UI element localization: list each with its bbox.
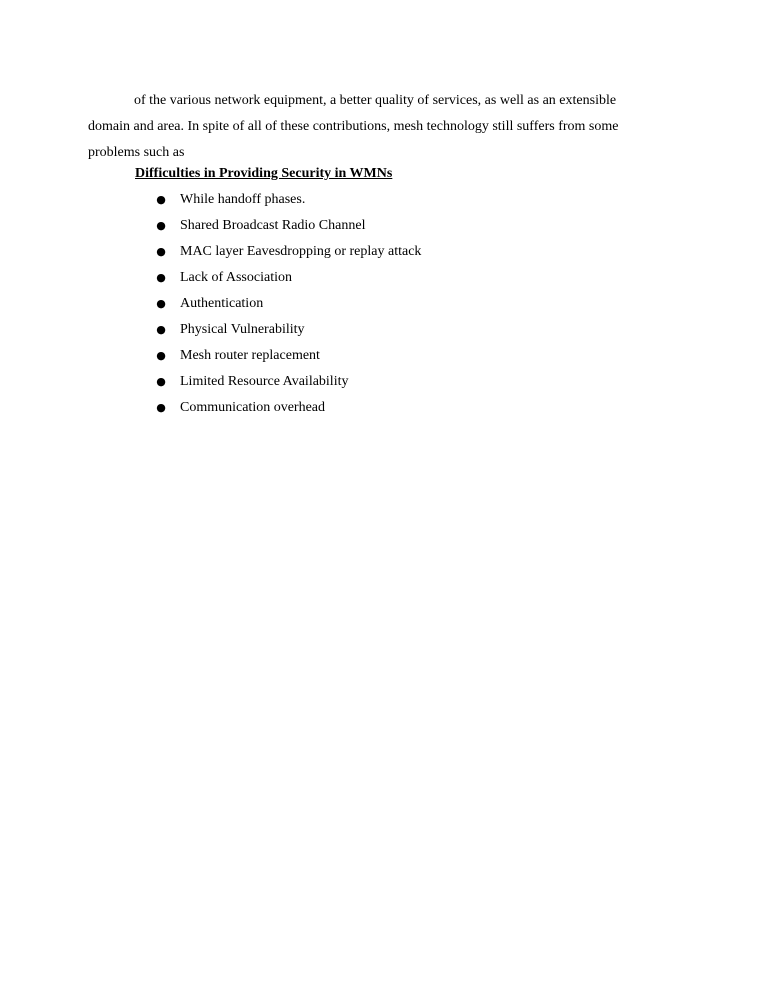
bullet-list [0, 187, 768, 421]
bullet-icon: ● [156, 245, 166, 258]
list-item [0, 239, 768, 265]
paragraph-line-2: domain and area. In spite of all of these contributions, mesh technology still suffers from some [88, 119, 619, 134]
bullet-icon: ● [156, 323, 166, 336]
list-item [0, 187, 768, 213]
list-item-text: Mesh router replacement [180, 348, 320, 363]
list-item-text: Communication overhead [180, 400, 326, 415]
list-item [0, 317, 768, 343]
bullet-icon: ● [156, 219, 166, 232]
bullet-icon: ● [156, 375, 166, 388]
bullet-icon: ● [156, 297, 166, 310]
bullet-icon: ● [156, 349, 166, 362]
paragraph-line-3: problems such as [88, 145, 185, 160]
list-item-text: Physical Vulnerability [180, 322, 305, 337]
list-item-text: Shared Broadcast Radio Channel [180, 218, 366, 233]
list-item-text: Authentication [180, 296, 264, 311]
bullet-icon: ● [156, 193, 166, 206]
list-item-text: Lack of Association [180, 270, 292, 285]
list-item-text: Limited Resource Availability [180, 374, 349, 389]
list-item [0, 395, 768, 421]
section-heading: Difficulties in Providing Security in WMNs [135, 166, 393, 181]
bullet-icon: ● [156, 401, 166, 414]
list-item [0, 265, 768, 291]
paragraph-line-1: of the various network equipment, a better quality of services, as well as an extensible [134, 93, 617, 108]
list-item [0, 291, 768, 317]
list-item [0, 343, 768, 369]
list-item-text: While handoff phases. [180, 192, 306, 207]
bullet-icon: ● [156, 271, 166, 284]
list-item-text: MAC layer Eavesdropping or replay attack [180, 244, 422, 259]
list-item [0, 369, 768, 395]
list-item [0, 213, 768, 239]
body-paragraph [88, 88, 648, 166]
